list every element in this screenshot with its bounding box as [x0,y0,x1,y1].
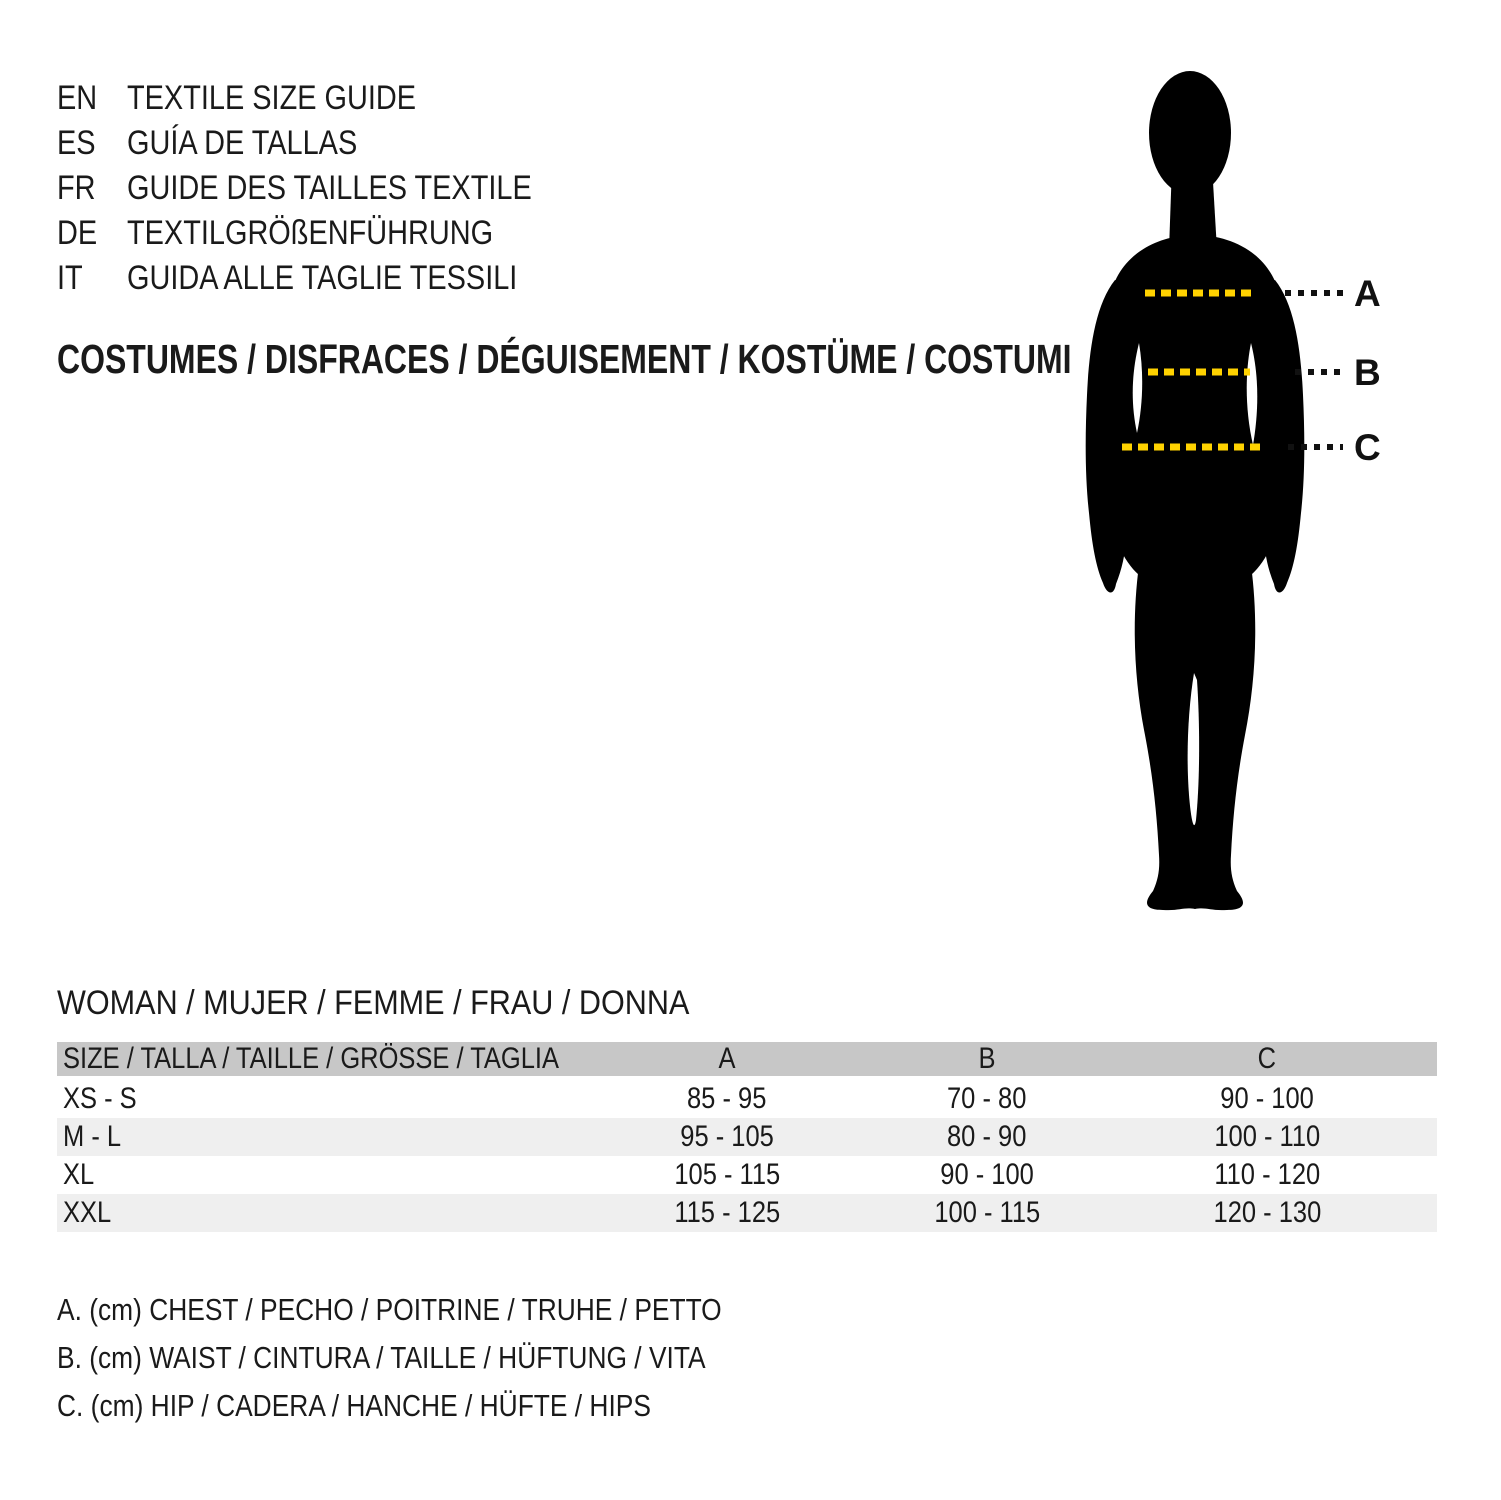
header-a: A [718,1042,736,1075]
legend-line-chest: A. (cm) CHEST / PECHO / POITRINE / TRUHE / PETTO [57,1292,722,1327]
table-row-m-l [57,1118,1437,1156]
language-row-de [57,211,603,256]
header-c: C [1257,1042,1277,1075]
language-label: TEXTILGRÖßENFÜHRUNG [127,214,494,252]
size-cell: XS - S [63,1082,137,1115]
chest-range-cell: 115 - 125 [674,1196,780,1229]
language-code: ES [57,124,96,162]
size-cell: M - L [63,1120,122,1153]
language-guide [57,76,603,301]
marker-a-label: A [1354,273,1381,314]
language-row-fr [57,166,603,211]
category-heading: COSTUMES / DISFRACES / DÉGUISEMENT / KOSTÜME / COSTUMI [57,336,1072,382]
language-row-it [57,256,603,301]
header-b: B [978,1042,996,1075]
measurement-figure [1045,65,1395,965]
hip-range-cell: 110 - 120 [1214,1158,1320,1191]
table-row-xl [57,1156,1437,1194]
measure-legend [57,1286,839,1430]
waist-range-cell: 90 - 100 [940,1158,1034,1191]
chest-range-cell: 95 - 105 [680,1120,774,1153]
woman-silhouette-svg [1045,65,1395,965]
language-label: GUIDA ALLE TAGLIE TESSILI [127,259,518,297]
language-label: GUÍA DE TALLAS [127,124,358,162]
table-row-xs-s [57,1080,1437,1118]
size-table [57,1042,1437,1232]
language-row-es [57,121,603,166]
chest-range-cell: 85 - 95 [687,1082,767,1115]
language-label: TEXTILE SIZE GUIDE [127,79,417,117]
hip-range-cell: 120 - 130 [1213,1196,1321,1229]
size-cell: XXL [63,1196,112,1229]
chest-range-cell: 105 - 115 [674,1158,780,1191]
language-label: GUIDE DES TAILLES TEXTILE [127,169,532,207]
table-header-row [57,1042,1437,1076]
marker-b-label: B [1354,352,1381,393]
header-size: SIZE / TALLA / TAILLE / GRÖSSE / TAGLIA [63,1042,560,1075]
language-code: DE [57,214,98,252]
table-row-xxl [57,1194,1437,1232]
size-cell: XL [63,1158,95,1191]
legend-line-waist: B. (cm) WAIST / CINTURA / TAILLE / HÜFTUNG / VITA [57,1340,706,1375]
language-row-en [57,76,603,121]
legend-line-hip: C. (cm) HIP / CADERA / HANCHE / HÜFTE / HIPS [57,1388,651,1423]
waist-range-cell: 100 - 115 [934,1196,1040,1229]
language-code: IT [57,259,83,297]
language-code: EN [57,79,98,117]
waist-range-cell: 80 - 90 [947,1120,1027,1153]
hip-range-cell: 100 - 110 [1214,1120,1320,1153]
section-title: WOMAN / MUJER / FEMME / FRAU / DONNA [57,984,690,1022]
hip-range-cell: 90 - 100 [1220,1082,1314,1115]
waist-range-cell: 70 - 80 [947,1082,1027,1115]
language-code: FR [57,169,96,207]
marker-c-label: C [1354,427,1381,468]
